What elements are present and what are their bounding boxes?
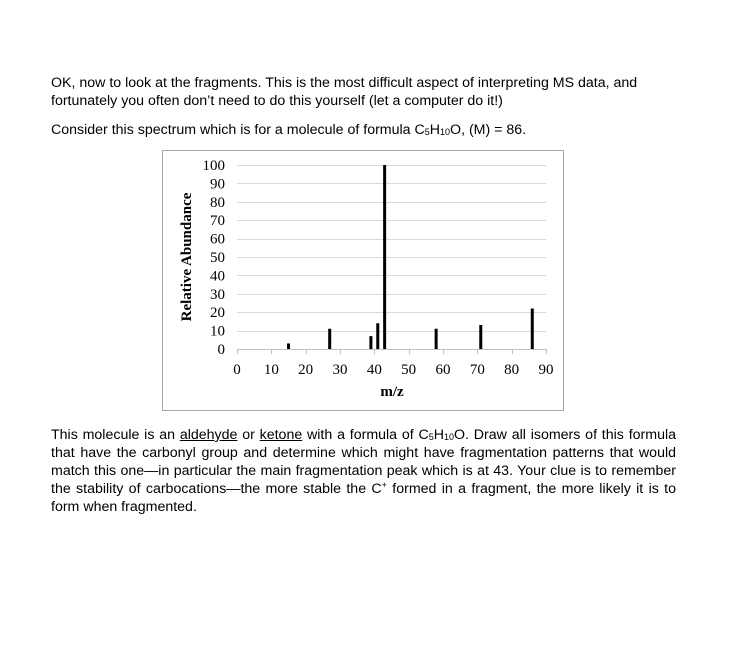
intro-paragraph (51, 74, 691, 110)
x-tick-label: 90 (538, 362, 554, 378)
x-tick-label: 40 (366, 362, 382, 378)
task-text-2: with a formula of C (302, 427, 429, 443)
carbocation-plus: + (381, 480, 387, 490)
peak-mz-86 (531, 309, 534, 349)
task-hydrogen-letter: H (433, 427, 445, 443)
y-tick-label: 10 (210, 323, 225, 340)
peak-mz-43 (383, 165, 386, 349)
y-tick-label: 90 (210, 176, 225, 193)
peak-mz-27 (328, 329, 331, 349)
y-tick-label: 40 (210, 268, 225, 285)
y-tick-labels (203, 158, 226, 358)
aldehyde-link-text: aldehyde (179, 427, 238, 443)
y-tick-label: 80 (210, 194, 225, 211)
x-tick-labels (233, 362, 553, 378)
intro-line-1: OK, now to look at the fragments. This is the most difficult aspect of interpreting MS data, and (51, 75, 638, 91)
x-tick-label: 80 (504, 362, 520, 378)
task-carbon-count: 5 (428, 432, 434, 442)
y-tick-label: 60 (210, 231, 225, 248)
peak-mz-58 (435, 329, 438, 349)
x-tick-label: 50 (401, 362, 417, 378)
gridlines (237, 166, 546, 332)
carbon-count: 5 (424, 127, 430, 137)
task-or: or (237, 427, 260, 443)
x-axis-title: m/z (380, 384, 404, 400)
y-tick-label: 0 (217, 342, 225, 358)
x-tick-label: 10 (263, 362, 279, 378)
consider-paragraph (51, 121, 691, 139)
x-tick-label: 60 (435, 362, 451, 378)
y-tick-label: 50 (210, 250, 225, 266)
peak-mz-39 (369, 336, 372, 349)
axes (237, 349, 547, 354)
y-tick-label: 70 (210, 213, 225, 230)
x-tick-label: 20 (298, 362, 314, 378)
peak-mz-41 (376, 323, 379, 349)
consider-prefix: Consider this spectrum which is for a molecule of formula C (51, 122, 425, 138)
task-text-3: O. Draw all isomers of this formula that have the carbonyl group and determine which might have fragmentation patterns that would match this one—in particular the main fragmentation peak which is at 43. Your clue is to remember the stability of carbocations—the more stable the C (51, 427, 676, 497)
ketone-link-text: ketone (259, 427, 303, 443)
hydrogen-count: 10 (440, 127, 451, 137)
task-hydrogen-count: 10 (444, 432, 455, 442)
hydrogen-letter: H (429, 122, 441, 138)
y-tick-label: 20 (210, 305, 225, 322)
consider-suffix: O, (M) = 86. (450, 122, 527, 138)
task-paragraph (51, 426, 676, 516)
peak-mz-15 (287, 343, 290, 349)
x-tick-label: 0 (233, 362, 241, 378)
y-tick-label: 30 (210, 286, 225, 303)
peak-mz-71 (479, 325, 482, 349)
task-text-1: This molecule is an (51, 427, 180, 443)
x-tick-label: 30 (332, 362, 348, 378)
mass-spectrum-chart (162, 150, 564, 411)
intro-line-2: fortunately you often don’t need to do this yourself (let a computer do it!) (51, 93, 503, 109)
chart-canvas (163, 151, 563, 410)
y-axis-title: Relative Abundance (179, 192, 195, 322)
x-tick-label: 70 (469, 362, 485, 378)
task-text-4: formed in a fragment, the more likely it is to form when fragmented. (51, 481, 676, 515)
y-tick-label: 100 (202, 158, 225, 174)
